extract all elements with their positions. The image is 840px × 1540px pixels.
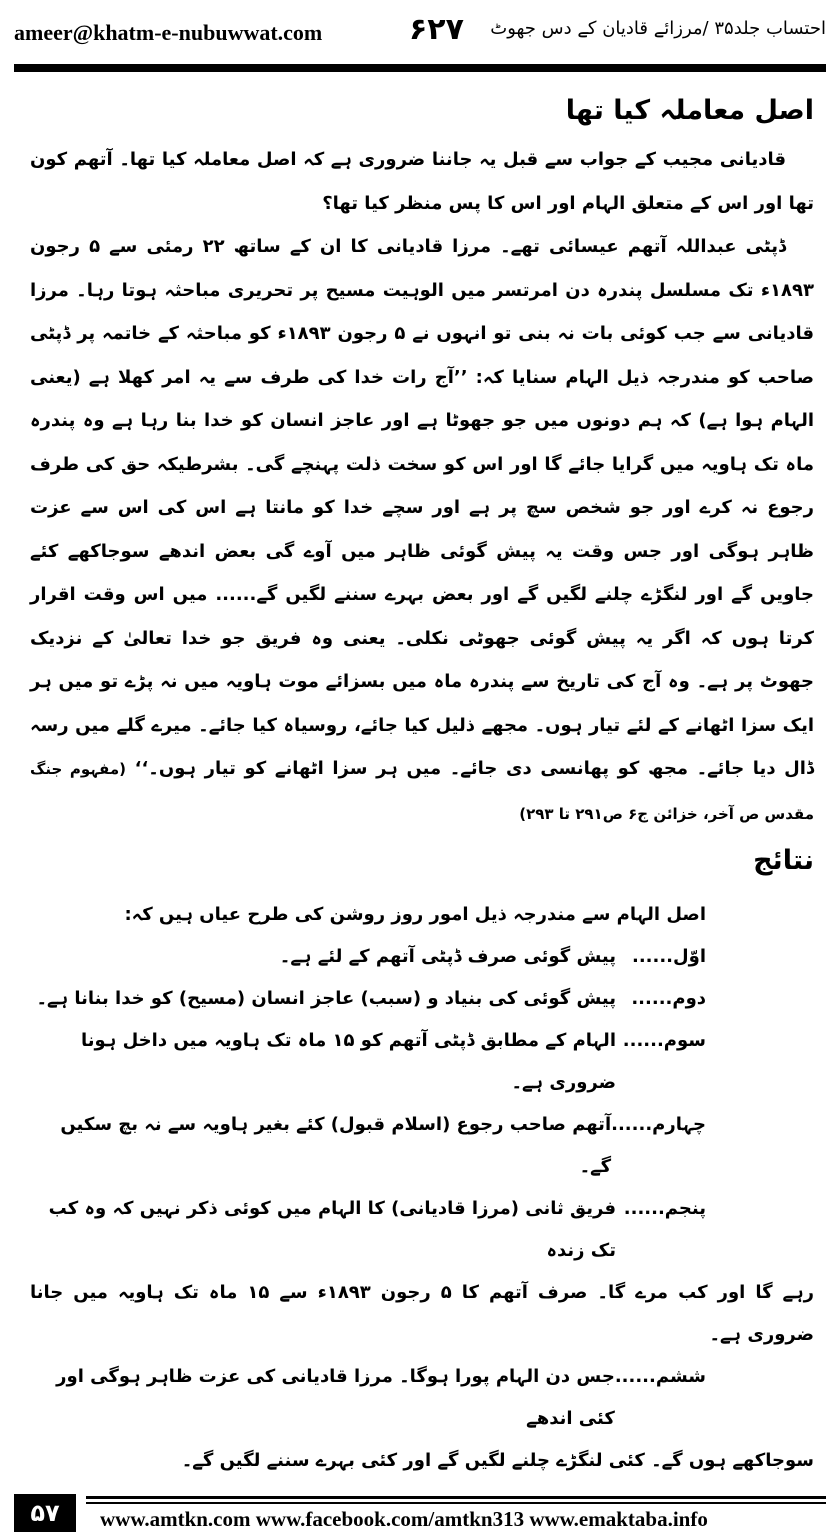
citation: (مفہوم جنگ مقدس ص آخر، خزائن ج۶ ص۲۹۱ تا ۲۹۳) [30, 760, 814, 823]
result-item-continuation: سوجاکھے ہوں گے۔ کئی لنگڑے چلنے لگیں گے اور کئی بہرے سننے لگیں گے۔ [181, 1450, 814, 1471]
results-heading: نتائج [753, 845, 814, 876]
result-item: اوّل...... پیش گوئی صرف ڈپٹی آتھم کے لئے ہے۔ [279, 946, 706, 967]
results-list [30, 894, 706, 1272]
header-email: ameer@khatm-e-nubuwwat.com [14, 20, 323, 45]
result-item: چہارم...... آتھم صاحب رجوع (اسلام قبول) کئے بغیر ہاویہ سے نہ بچ سکیں گے۔ [60, 1114, 706, 1177]
header-book-title: احتساب جلد۳۵ /مرزائے قادیان کے دس جھوٹ [490, 18, 826, 39]
section-heading: اصل معاملہ کیا تھا [565, 95, 814, 126]
footer [14, 1494, 826, 1532]
header-rule [14, 64, 826, 72]
footer-page-number: ۵۷ [14, 1494, 76, 1532]
results-intro: اصل الہام سے مندرجہ ذیل امور روز روشن کی طرح عیاں ہیں کہ: [124, 904, 706, 925]
result-item-continuation: رہے گا اور کب مرے گا۔ صرف آتھم کا ۵ رجون ۱۸۹۳ء سے ۱۵ ماہ تک ہاویہ میں جانا ضروری ہے۔ [30, 1282, 814, 1345]
result-item: دوم...... پیش گوئی کی بنیاد و (سبب) عاجز انسان (مسیح) کو خدا بنانا ہے۔ [36, 988, 706, 1009]
paragraph-intro: قادیانی مجیب کے جواب سے قبل یہ جاننا ضروری ہے کہ اصل معاملہ کیا تھا۔ آتھم کون تھا اور اس کے متعلق الہام اور اس کا پس منظر کیا تھا؟ [30, 149, 814, 214]
body-text [30, 84, 814, 1482]
footer-rule [86, 1496, 826, 1499]
result-item: سوم...... الہام کے مطابق ڈپٹی آتھم کو ۱۵ ماہ تک ہاویہ میں داخل ہونا ضروری ہے۔ [81, 1030, 706, 1093]
result-item: ششم...... جس دن الہام پورا ہوگا۔ مرزا قادیانی کی عزت ظاہر ہوگی اور کئی اندھے [56, 1366, 706, 1429]
footer-rule [86, 1502, 826, 1504]
header-page-number: ۶۲۷ [409, 12, 464, 47]
results-list-cont [30, 1356, 706, 1440]
paragraph-background: ڈپٹی عبداللہ آتھم عیسائی تھے۔ مرزا قادیانی کا ان کے ساتھ ۲۲ رمئی سے ۵ رجون ۱۸۹۳ء تک مسلسل پندرہ دن امرتسر میں الوہیت مسیح پر تحریری مباحثہ ہوتا رہا۔ مرزا قادیانی سے جب کوئی بات نہ بنی تو انہوں نے ۵ رجون ۱۸۹۳ء کو مباحثہ کے خاتمہ پر ڈپٹی صاحب کو مندرجہ ذیل الہام سنایا کہ: ’’آج رات خدا کی طرف سے یہ امر کھلا ہے (یعنی الہام ہوا ہے) کہ ہم دونوں میں جو جھوٹا ہے اور عاجز انسان کو خدا بنا رہا ہے وہ پندرہ ماہ تک ہاویہ میں گرایا جائے گا اور اس کو سخت ذلت پہنچے گی۔ بشرطیکہ حق کی طرف رجوع نہ کرے اور جو شخص سچ پر ہے اور سچے خدا کو مانتا ہے اس کی اس سے عزت ظاہر ہوگی اور جس وقت یہ پیش گوئی ظاہر میں آوے گی بعض اندھے سوجاکھے کئے جاویں گے اور لنگڑے چلنے لگیں گے اور بعض بہرے سننے لگیں گے...... میں اس وقت اقرار کرتا ہوں کہ اگر یہ پیش گوئی جھوٹی نکلی۔ یعنی وہ فریق جو خدا تعالیٰ کے نزدیک جھوٹ پر ہے۔ وہ آج کی تاریخ سے پندرہ ماہ میں بسزائے موت ہاویہ میں نہ پڑے تو میں ہر ایک سزا اٹھانے کے لئے تیار ہوں۔ مجھے ذلیل کیا جائے، روسیاہ کیا جائے۔ میرے گلے میں رسہ ڈال دیا جائے۔ مجھ کو پھانسی دی جائے۔ میں ہر سزا اٹھانے کو تیار ہوں۔‘‘ (مفہوم جنگ مقدس ص آخر، خزائن ج۶ ص۲۹۱ تا ۲۹۳) [30, 236, 814, 823]
footer-links: www.amtkn.com www.facebook.com/amtkn313 www.emaktaba.info [100, 1507, 708, 1531]
result-item: پنجم...... فریق ثانی (مرزا قادیانی) کا الہام میں کوئی ذکر نہیں کہ وہ کب تک زندہ [48, 1198, 706, 1261]
running-header [14, 12, 826, 52]
